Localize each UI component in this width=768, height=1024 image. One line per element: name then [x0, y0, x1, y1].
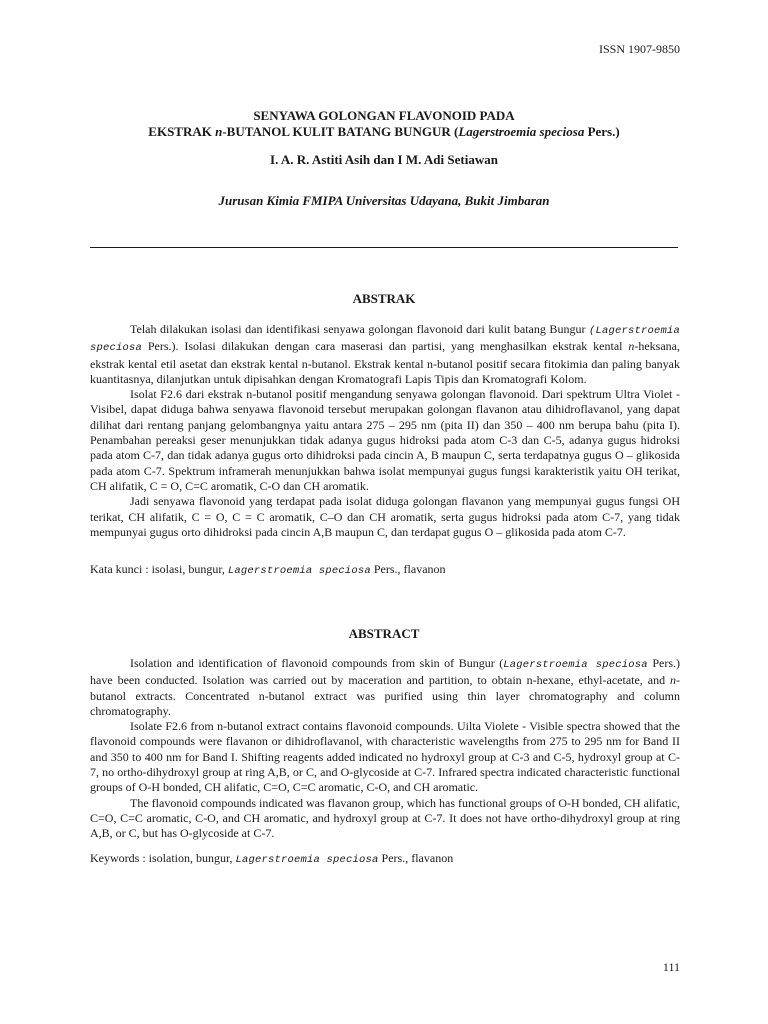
kata-kunci — [90, 562, 680, 577]
italic-n: n — [670, 673, 676, 688]
text-run: Pers., flavanon — [370, 562, 446, 576]
text-run: Keywords : isolation, bungur, — [90, 851, 236, 865]
title-text: EKSTRAK — [148, 124, 216, 139]
paper-title — [0, 108, 768, 140]
abstrak-paragraph-3: Jadi senyawa flavonoid yang terdapat pada isolat diduga golongan flavanon yang mempunyai gugus fungsi OH terikat, CH alifatik, C = O, C = C aromatik, C–O dan CH aromatik, serta gugus hidroksi pada atom C-7, yang tidak mempunyai gugus orto dihidroksi pada cincin A,B maupun C, dan terdapat gugus O – glikosida pada atom C-7. — [90, 494, 680, 539]
title-text: -BUTANOL KULIT BATANG BUNGUR ( — [222, 124, 459, 139]
text-run: -heksana, ekstrak kental etil asetat dan ekstrak kental n-butanol. Ekstrak kental n-butanol positif secara fitokimia dan paling banyak kuantitasnya, dilanjutkan untuk dipisahkan dengan Kromatografi Lapis Tipis dan Kromatografi Kolom. — [90, 339, 680, 386]
affiliation: Jurusan Kimia FMIPA Universitas Udayana, Bukit Jimbaran — [218, 193, 550, 208]
title-line-1: SENYAWA GOLONGAN FLAVONOID PADA — [253, 108, 515, 123]
species-name: Lagerstroemia speciosa — [235, 854, 379, 866]
title-italic-n: n — [215, 124, 223, 139]
species-name: Lagerstroemia speciosa — [503, 659, 648, 671]
abstrak-paragraph-2: Isolat F2.6 dari ekstrak n-butanol positif mengandung senyawa golongan flavonoid. Dari spektrum Ultra Violet - Visibel, dapat diduga bahwa senyawa flavonoid tersebut merupakan golongan flavanon atau dihidroflavanol, yang dapat dilihat dari rentang panjang gelombangnya yaitu antara 275 – 295 nm (pita II) dan 350 – 400 nm berupa bahu (pita I). Penambahan pereaksi geser menunjukkan tidak adanya gugus hidroksi pada atom C-3 dan C-5, adanya gugus hidroksi pada atom C-7, dan tidak adanya gugus orto dihidroksi pada cincin A, B maupun C, serta terdapatnya gugus O – glikosida pada atom C-7. Spektrum inframerah menunjukkan bahwa isolat mempunyai gugus fungsi karakteristik yaitu OH terikat, CH alifatik, C = O, C=C aromatik, C-O dan CH aromatik. — [90, 387, 680, 493]
text-run: -butanol extracts. Concentrated n-butanol extract was purified using thin layer chromatography and column chromatography. — [90, 673, 680, 718]
text-run: Pers.) have been conducted. Isolation was carried out by maceration and partition, to obtain n-hexane, ethyl-acetate, and — [90, 656, 681, 688]
abstract-paragraph-3: The flavonoid compounds indicated was flavanon group, which has functional groups of O-H bonded, CH alifatic, C=O, C=C aromatic, C-O, and CH aromatic, and hydroxyl group at C-7. It does not have ortho-dihydroxyl group at ring A,B, or C, but has O-glycoside at C-7. — [90, 795, 680, 841]
page-number: 111 — [662, 960, 680, 974]
abstrak-heading: ABSTRAK — [352, 291, 416, 306]
text-run: Pers.). Isolasi dilakukan dengan cara maserasi dan partisi, yang menghasilkan ekstrak kental — [142, 339, 629, 354]
abstract-body — [90, 656, 680, 842]
title-text: Pers.) — [584, 124, 620, 139]
header-divider — [90, 247, 678, 248]
text-run: Pers., flavanon — [378, 851, 454, 865]
issn-label: ISSN 1907-9850 — [598, 42, 680, 56]
italic-n: n — [628, 339, 635, 354]
species-name: Lagerstroemia speciosa — [227, 565, 371, 577]
authors: I. A. R. Astiti Asih dan I M. Adi Setiawan — [270, 152, 498, 167]
abstract-heading: ABSTRACT — [348, 626, 420, 641]
keywords — [90, 851, 680, 866]
abstract-paragraph-2: Isolate F2.6 from n-butanol extract contains flavonoid compounds. Uilta Violete - Visible spectra showed that the flavonoid compounds were flavanon or dihidroflavanol, with characteristic wavelengths from 275 to 295 nm for Band II and 350 to 400 nm for Band I. Shifting reagents added indicated no hydroxyl group at C-3 and C-5, hydroxyl group at C-7, no ortho-dihydroxyl group at ring A,B, or C, and O-glycoside at C-7. Infrared spectra indicated characteristic functional groups of O-H bonded, CH alifatic, C=O, C=C aromatic, C-O, and CH aromatic. — [90, 719, 680, 795]
species-name: (Lagerstroemia speciosa — [90, 325, 680, 355]
text-run: Telah dilakukan isolasi dan identifikasi senyawa golongan flavonoid dari kulit batang Bungur — [130, 322, 589, 336]
abstrak-body — [90, 322, 680, 540]
abstract-paragraph-1 — [90, 656, 680, 719]
text-run: Isolation and identification of flavonoid compounds from skin of Bungur ( — [130, 656, 504, 670]
text-run: Kata kunci : isolasi, bungur, — [90, 562, 228, 576]
title-line-2 — [0, 124, 768, 140]
abstrak-paragraph-1 — [90, 322, 680, 387]
title-species: Lagerstroemia speciosa — [458, 124, 585, 139]
